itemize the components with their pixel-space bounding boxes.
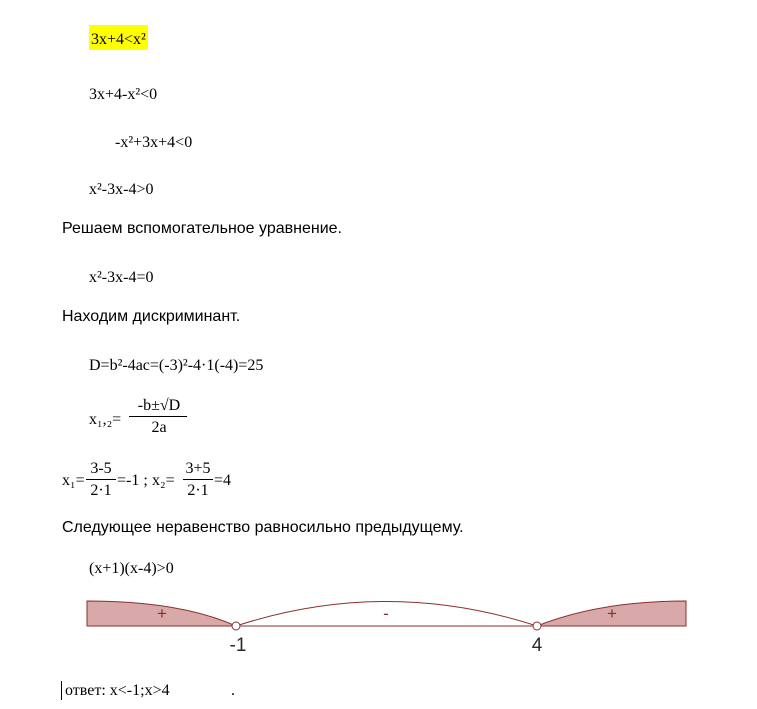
x1-numerator: 3-5 [90,460,112,477]
factored-inequality: (x+1)(x-4)>0 [89,560,174,577]
roots-label: x₁,₂= [89,411,122,428]
x1-denominator: 2·1 [90,482,112,499]
x2-result: =4 [214,472,232,489]
highlighted-inequality: 3x+4<x² [89,25,148,50]
text-cursor [61,681,62,700]
step-2: 3x+4-x²<0 [89,86,158,103]
aux-equation: x²-3x-4=0 [89,269,154,286]
root-point-1 [232,622,240,630]
text-equivalence: Следующее неравенство равносильно предыдущему. [62,519,464,536]
sign-middle: - [383,604,389,623]
x1-result: =-1 ; [117,472,148,489]
roots-denominator: 2a [151,419,167,436]
answer: ответ: x<-1;x>4 [65,682,170,699]
root-label-1: -1 [229,635,247,656]
discriminant-formula: D=b²-4ac=(-3)²-4·1(-4)=25 [89,357,264,374]
x2-numerator: 3+5 [185,460,211,477]
step-3: -x²+3x+4<0 [115,134,193,151]
sign-right: + [607,604,617,623]
x1-label: x₁= [62,472,85,489]
root-point-2 [533,622,541,630]
sign-left: + [157,604,167,623]
x2-label: x₂= [152,472,175,489]
text-discriminant: Находим дискриминант. [62,308,241,325]
x2-denominator: 2·1 [187,482,209,499]
root-label-2: 4 [531,635,543,656]
roots-numerator: -b±√D [137,397,181,414]
step-4: x²-3x-4>0 [89,181,154,198]
answer-trailing-dot: . [231,682,235,699]
text-aux-equation: Решаем вспомогательное уравнение. [62,220,342,237]
